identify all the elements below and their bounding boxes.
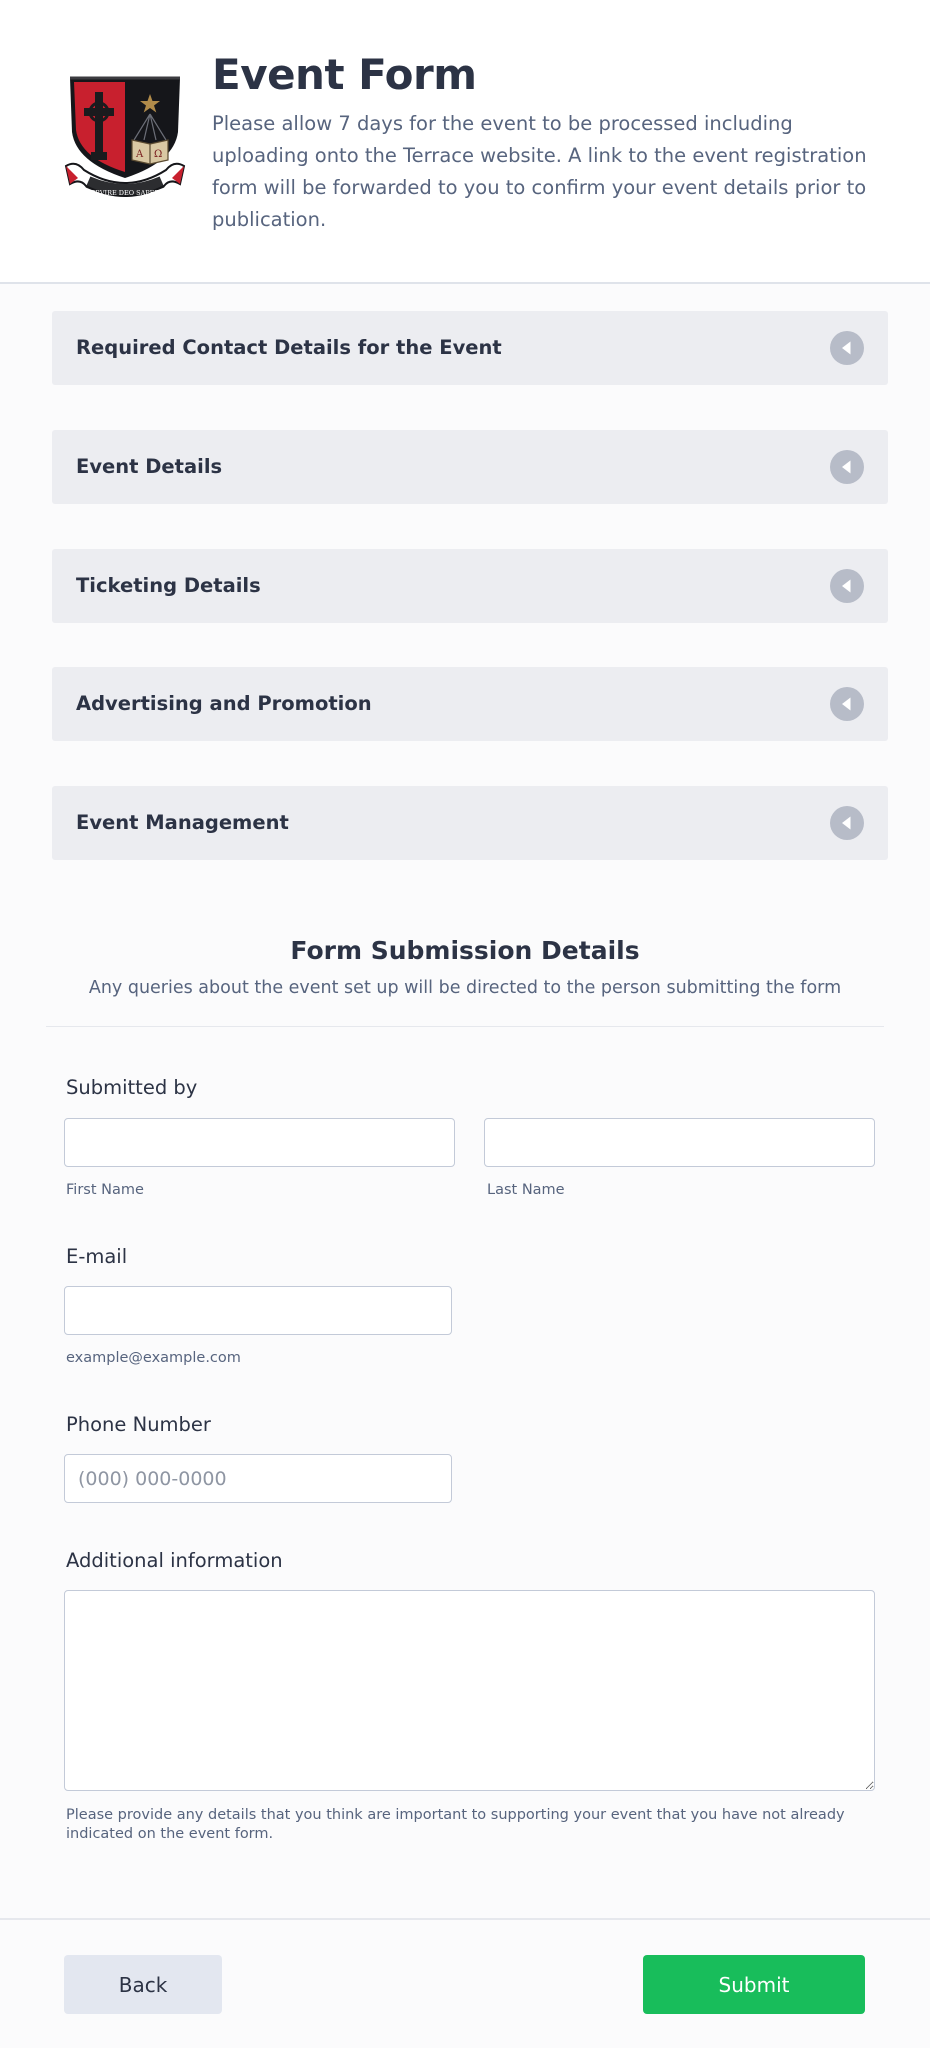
- first-name-sublabel: First Name: [66, 1182, 144, 1198]
- section-label: Required Contact Details for the Event: [76, 336, 502, 359]
- section-label: Event Details: [76, 455, 223, 478]
- triangle-left-icon[interactable]: [830, 450, 864, 484]
- svg-text:A: A: [136, 149, 144, 160]
- section-advertising-promotion[interactable]: [52, 667, 888, 741]
- crest-motto: SERVIRE DEO SAPERE: [85, 189, 165, 197]
- back-button[interactable]: Back: [64, 1955, 222, 2014]
- divider: [46, 1026, 884, 1027]
- triangle-left-icon[interactable]: [830, 687, 864, 721]
- triangle-left-icon[interactable]: [830, 331, 864, 365]
- phone-input[interactable]: [64, 1454, 452, 1503]
- additional-info-help: Please provide any details that you think are important to supporting your event that you have not already indicated on the event form.: [66, 1807, 845, 1842]
- page-subtitle: Please allow 7 days for the event to be processed including uploading onto the Terrace website. A link to the event registration form will be forwarded to you to confirm your event details prior to publication.: [212, 112, 867, 231]
- additional-info-textarea[interactable]: [64, 1590, 875, 1791]
- svg-text:Ω: Ω: [154, 149, 163, 160]
- form-header: [0, 0, 930, 284]
- school-crest-logo: [64, 74, 186, 206]
- submission-title: Form Submission Details: [290, 936, 640, 965]
- page-title: Event Form: [212, 50, 477, 99]
- email-label: E-mail: [66, 1245, 128, 1268]
- section-label: Event Management: [76, 811, 289, 834]
- submitted-by-label: Submitted by: [66, 1076, 198, 1099]
- submit-button[interactable]: Submit: [643, 1955, 865, 2014]
- section-event-details[interactable]: [52, 430, 888, 504]
- last-name-input[interactable]: [484, 1118, 875, 1167]
- section-event-management[interactable]: [52, 786, 888, 860]
- section-label: Advertising and Promotion: [76, 692, 372, 715]
- triangle-left-icon[interactable]: [830, 569, 864, 603]
- section-label: Ticketing Details: [76, 574, 261, 597]
- footer-divider: [0, 1918, 930, 1920]
- last-name-sublabel: Last Name: [487, 1182, 565, 1198]
- section-ticketing-details[interactable]: [52, 549, 888, 623]
- triangle-left-icon[interactable]: [830, 806, 864, 840]
- additional-info-label: Additional information: [66, 1549, 283, 1572]
- email-field[interactable]: [64, 1286, 452, 1335]
- submission-description: Any queries about the event set up will be directed to the person submitting the form: [88, 978, 842, 998]
- email-sublabel: example@example.com: [66, 1350, 241, 1366]
- section-contact-details[interactable]: [52, 311, 888, 385]
- first-name-input[interactable]: [64, 1118, 455, 1167]
- phone-label: Phone Number: [66, 1413, 211, 1436]
